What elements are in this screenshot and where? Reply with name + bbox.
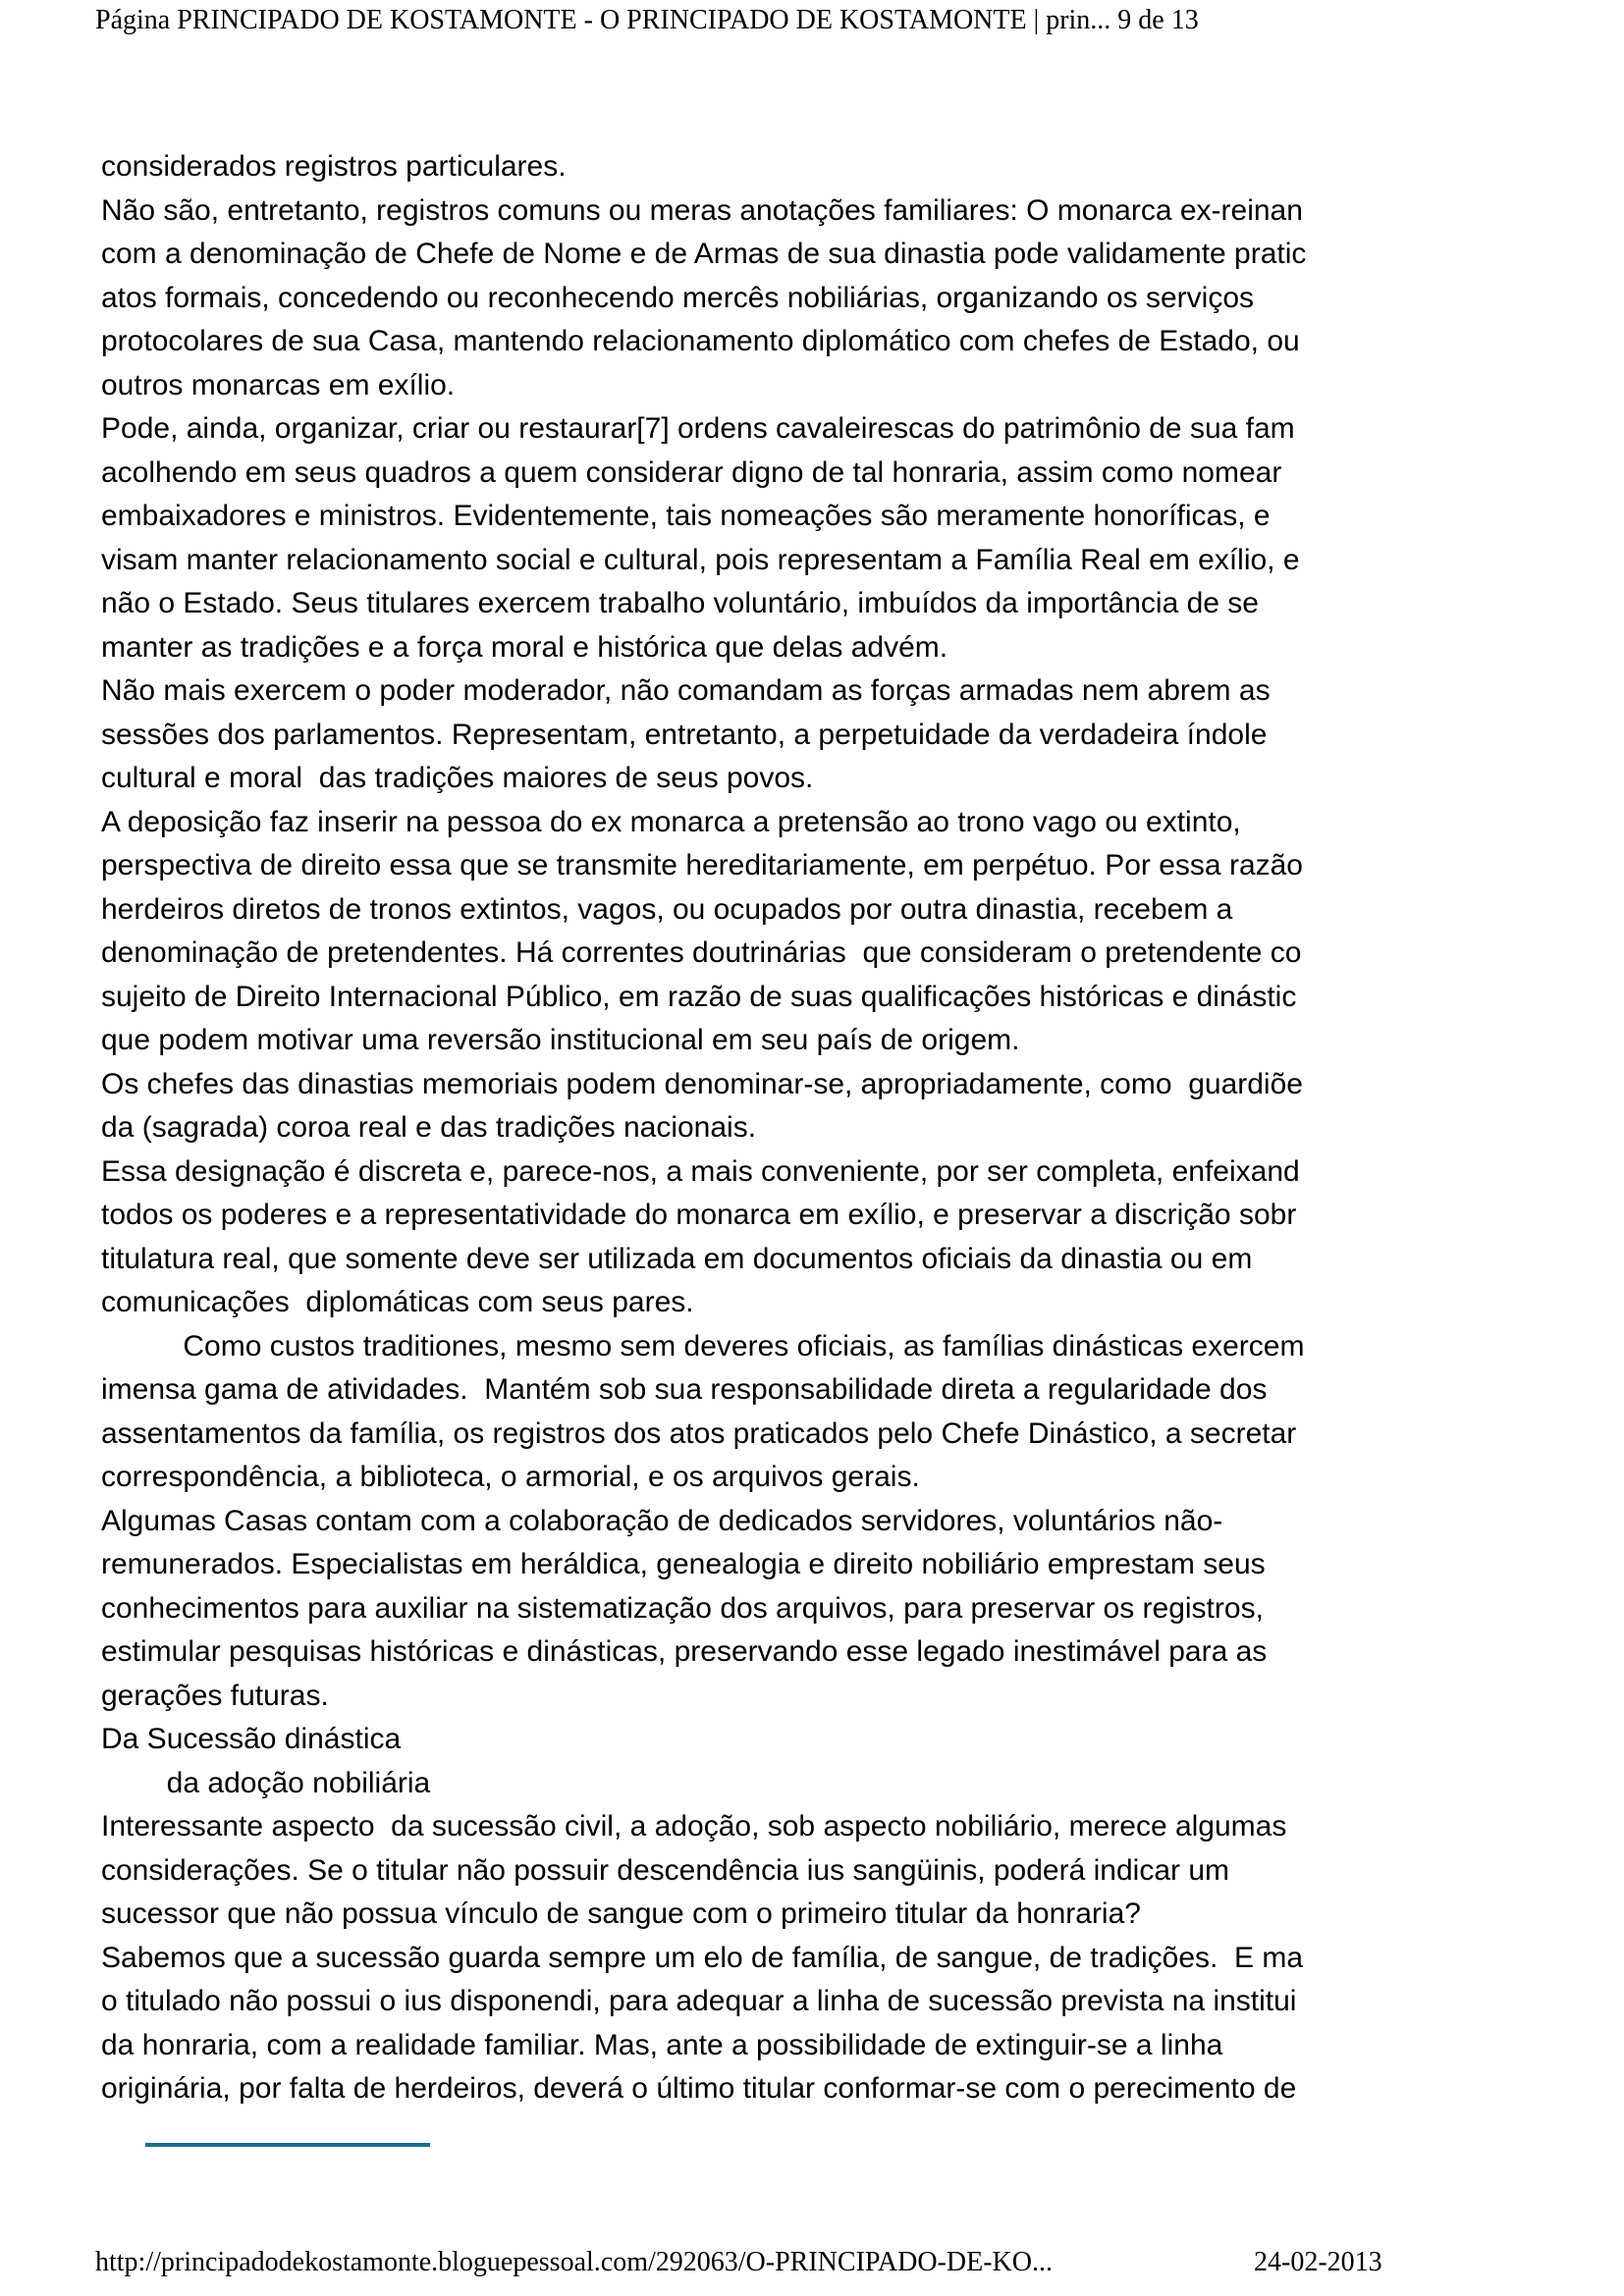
text-line: estimular pesquisas históricas e dinásticas, preservando esse legado inestimável para as xyxy=(101,1635,1268,1668)
text-line: titulatura real, que somente deve ser utilizada em documentos oficiais da dinastia ou em xyxy=(101,1242,1253,1275)
text-line: outros monarcas em exílio. xyxy=(101,368,456,401)
text-line: Sabemos que a sucessão guarda sempre um elo de família, de sangue, de tradições. E ma xyxy=(101,1941,1304,1974)
text-line: considerados registros particulares. xyxy=(101,150,567,183)
text-line: visam manter relacionamento social e cultural, pois representam a Família Real em exílio, e xyxy=(101,543,1300,576)
print-header xyxy=(95,4,1199,37)
text-line: sucessor que não possua vínculo de sangue com o primeiro titular da honraria? xyxy=(101,1897,1141,1930)
text-line: denominação de pretendentes. Há correntes doutrinárias que consideram o pretendente co xyxy=(101,936,1302,969)
footnote-separator xyxy=(145,2143,430,2147)
text-line: da honraria, com a realidade familiar. Mas, ante a possibilidade de extinguir-se a linha xyxy=(101,2028,1223,2061)
text-line: protocolares de sua Casa, mantendo relacionamento diplomático com chefes de Estado, ou xyxy=(101,325,1300,357)
text-line: remunerados. Especialistas em heráldica, genealogia e direito nobiliário emprestam seus xyxy=(101,1548,1266,1580)
footer-date: 24-02-2013 xyxy=(1254,2247,1382,2277)
text-line: sessões dos parlamentos. Representam, entretanto, a perpetuidade da verdadeira índole xyxy=(101,718,1268,751)
text-line: Algumas Casas contam com a colaboração de dedicados servidores, voluntários não- xyxy=(101,1504,1223,1537)
text-line: originária, por falta de herdeiros, deverá o último titular conformar-se com o perecimento de xyxy=(101,2072,1297,2105)
text-line: cultural e moral das tradições maiores de seus povos. xyxy=(101,762,814,794)
text-line: herdeiros diretos de tronos extintos, vagos, ou ocupados por outra dinastia, recebem a xyxy=(101,892,1233,926)
text-line: comunicações diplomáticas com seus pares. xyxy=(101,1286,694,1318)
text-line: perspectiva de direito essa que se transmite hereditariamente, em perpétuo. Por essa razão xyxy=(101,849,1303,881)
text-line: sujeito de Direito Internacional Público, em razão de suas qualificações históricas e dinástic xyxy=(101,980,1297,1013)
text-line: o titulado não possui o ius disponendi, para adequar a linha de sucessão prevista na institui xyxy=(101,1985,1297,2017)
text-line: imensa gama de atividades. Mantém sob sua responsabilidade direta a regularidade dos xyxy=(101,1373,1268,1406)
print-footer xyxy=(95,2246,1499,2279)
text-line: não o Estado. Seus titulares exercem trabalho voluntário, imbuídos da importância de se xyxy=(101,587,1259,619)
text-line: manter as tradições e a força moral e histórica que delas advém. xyxy=(101,630,948,664)
text-line: embaixadores e ministros. Evidentemente, tais nomeações são meramente honoríficas, e xyxy=(101,500,1271,532)
text-line: Os chefes das dinastias memoriais podem denominar-se, apropriadamente, como guardiõe xyxy=(101,1067,1303,1100)
document-body xyxy=(101,145,1499,2111)
text-line: da adoção nobiliária xyxy=(101,1766,431,1799)
text-line: que podem motivar uma reversão institucional em seu país de origem. xyxy=(101,1024,1020,1056)
text-line: Pode, ainda, organizar, criar ou restaurar[7] ordens cavaleirescas do patrimônio de sua fam xyxy=(101,412,1295,445)
text-line: todos os poderes e a representatividade do monarca em exílio, e preservar a discrição sobr xyxy=(101,1199,1297,1231)
text-line: Não mais exercem o poder moderador, não comandam as forças armadas nem abrem as xyxy=(101,674,1271,707)
text-line: gerações futuras. xyxy=(101,1679,329,1712)
text-line: Não são, entretanto, registros comuns ou meras anotações familiares: O monarca ex-reinan xyxy=(101,193,1303,227)
text-line: Interessante aspecto da sucessão civil, a adoção, sob aspecto nobiliário, merece algumas xyxy=(101,1810,1287,1842)
footer-url: http://principadodekostamonte.bloguepessoal.com/292063/O-PRINCIPADO-DE-KO... xyxy=(95,2247,1053,2277)
text-line: Como custos traditiones, mesmo sem deveres oficiais, as famílias dinásticas exercem xyxy=(101,1329,1305,1362)
text-line: considerações. Se o titular não possuir descendência ius sangüinis, poderá indicar um xyxy=(101,1853,1230,1887)
text-line: atos formais, concedendo ou reconhecendo mercês nobiliárias, organizando os serviços xyxy=(101,281,1254,314)
text-line: Da Sucessão dinástica xyxy=(101,1723,402,1755)
text-line: assentamentos da família, os registros dos atos praticados pelo Chefe Dinástico, a secretar xyxy=(101,1416,1297,1450)
text-line: da (sagrada) coroa real e das tradições nacionais. xyxy=(101,1111,757,1144)
print-header-text: Página PRINCIPADO DE KOSTAMONTE - O PRINCIPADO DE KOSTAMONTE | prin... 9 de 13 xyxy=(95,5,1199,35)
text-line: correspondência, a biblioteca, o armorial, e os arquivos gerais. xyxy=(101,1461,920,1493)
text-line: A deposição faz inserir na pessoa do ex monarca a pretensão ao trono vago ou extinto, xyxy=(101,805,1241,838)
text-line: acolhendo em seus quadros a quem considerar digno de tal honraria, assim como nomear xyxy=(101,455,1282,489)
text-line: com a denominação de Chefe de Nome e de Armas de sua dinastia pode validamente pratic xyxy=(101,238,1307,270)
text-line: conhecimentos para auxiliar na sistematização dos arquivos, para preservar os registros, xyxy=(101,1591,1264,1625)
text-line: Essa designação é discreta e, parece-nos, a mais conveniente, por ser completa, enfeixand xyxy=(101,1154,1300,1188)
